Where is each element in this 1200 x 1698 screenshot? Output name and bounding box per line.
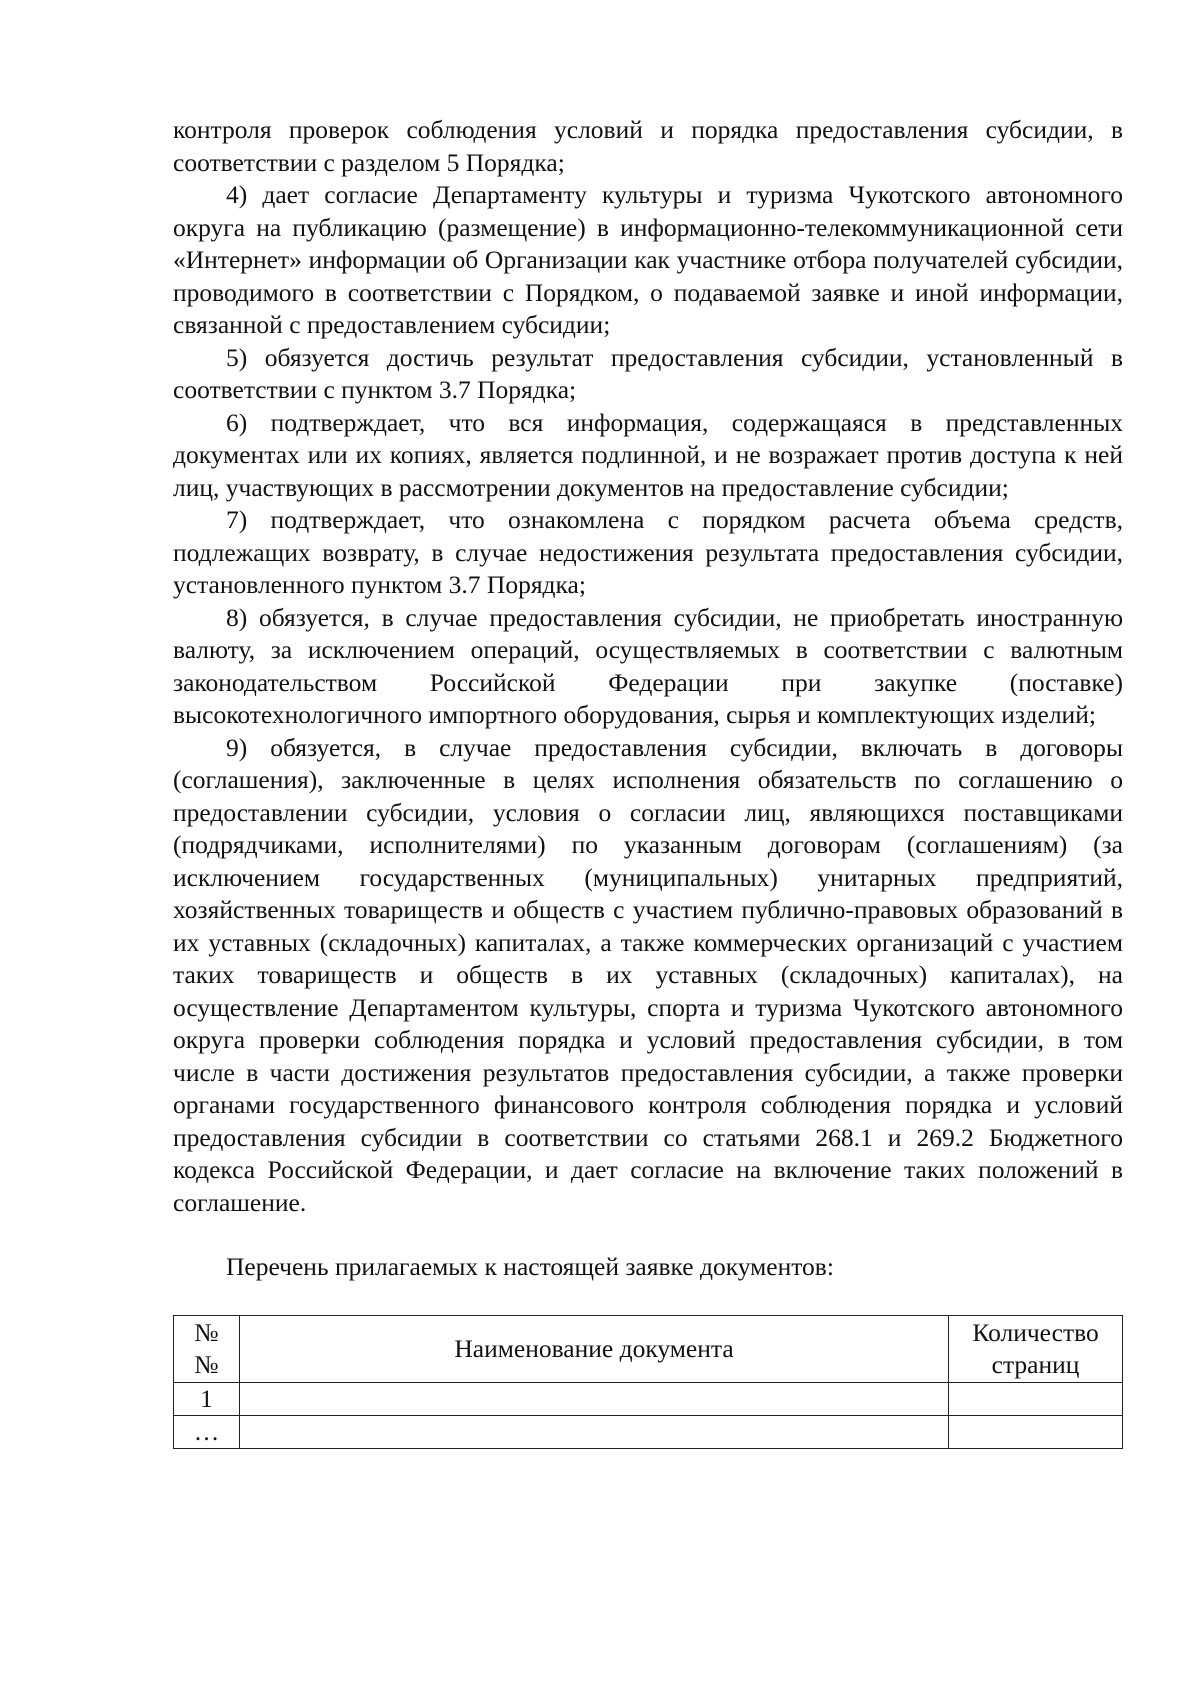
cell-document-name: [239, 1382, 948, 1415]
cell-number: …: [174, 1415, 240, 1448]
cell-number: 1: [174, 1382, 240, 1415]
cell-page-count: [949, 1415, 1123, 1448]
table-row: [174, 1415, 1123, 1448]
header-page-count: [949, 1315, 1123, 1382]
cell-document-name: [239, 1415, 948, 1448]
table-row: [174, 1382, 1123, 1415]
header-count-line2: страниц: [991, 1349, 1080, 1379]
paragraph-item-5: 5) обязуется достичь результат предоставления субсидии, установленный в соответствии с пунктом 3.7 Порядка;: [173, 342, 1123, 404]
paragraph-item-4: 4) дает согласие Департаменту культуры и туризма Чукотского автономного округа на публикацию (размещение) в информационно-телекоммуникационной сети «Интернет» информации об Организации как участнике отбора получателей субсидии, проводимого в соответствии с Порядком, о подаваемой заявке и иной информации, связанной с предоставлением субсидии;: [173, 180, 1123, 339]
header-number-line2: №: [194, 1349, 219, 1379]
header-number: [174, 1315, 240, 1382]
documents-list-heading: Перечень прилагаемых к настоящей заявке документов:: [226, 1252, 834, 1281]
documents-table: [173, 1315, 1123, 1449]
paragraph-item-6: 6) подтверждает, что вся информация, содержащаяся в представленных документах или их копиях, является подлинной, и не возражает против доступа к ней лиц, участвующих в рассмотрении документов на предоставление субсидии;: [173, 407, 1123, 502]
cell-page-count: [949, 1382, 1123, 1415]
paragraph-item-7: 7) подтверждает, что ознакомлена с порядком расчета объема средств, подлежащих возврату, в случае недостижения результата предоставления субсидии, установленного пунктом 3.7 Порядка;: [173, 505, 1123, 599]
paragraph-continuation: контроля проверок соблюдения условий и порядка предоставления субсидии, в соответствии с разделом 5 Порядка;: [173, 115, 1123, 177]
header-count-line1: Количество: [972, 1317, 1099, 1347]
document-page: [173, 114, 1123, 1449]
paragraph-item-8: 8) обязуется, в случае предоставления субсидии, не приобретать иностранную валюту, за исключением операций, осуществляемых в соответствии с валютным законодательством Российской Федерации при закупке (поставке) высокотехнологичного импортного оборудования, сырья и комплектующих изделий;: [173, 602, 1123, 729]
table-header-row: [174, 1315, 1123, 1382]
paragraph-item-9: 9) обязуется, в случае предоставления субсидии, включать в договоры (соглашения), заключенные в целях исполнения обязательств по соглашению о предоставлении субсидии, условия о согласии лиц, являющихся поставщиками (подрядчиками, исполнителями) по указанным договорам (соглашениям) (за исключением государственных (муниципальных) унитарных предприятий, хозяйственных товариществ и обществ с участием публично-правовых образований в их уставных (складочных) капиталах, а также коммерческих организаций с участием таких товариществ и обществ в их уставных (складочных) капиталах), на осуществление Департаментом культуры, спорта и туризма Чукотского автономного округа проверки соблюдения порядка и условий предоставления субсидии, в том числе в части достижения результатов предоставления субсидии, а также проверки органами государственного финансового контроля соблюдения порядка и условий предоставления субсидии в соответствии со статьями 268.1 и 269.2 Бюджетного кодекса Российской Федерации, и дает согласие на включение таких положений в соглашение.: [173, 732, 1123, 1217]
header-document-name: Наименование документа: [239, 1315, 948, 1382]
header-number-line1: №: [194, 1317, 219, 1347]
